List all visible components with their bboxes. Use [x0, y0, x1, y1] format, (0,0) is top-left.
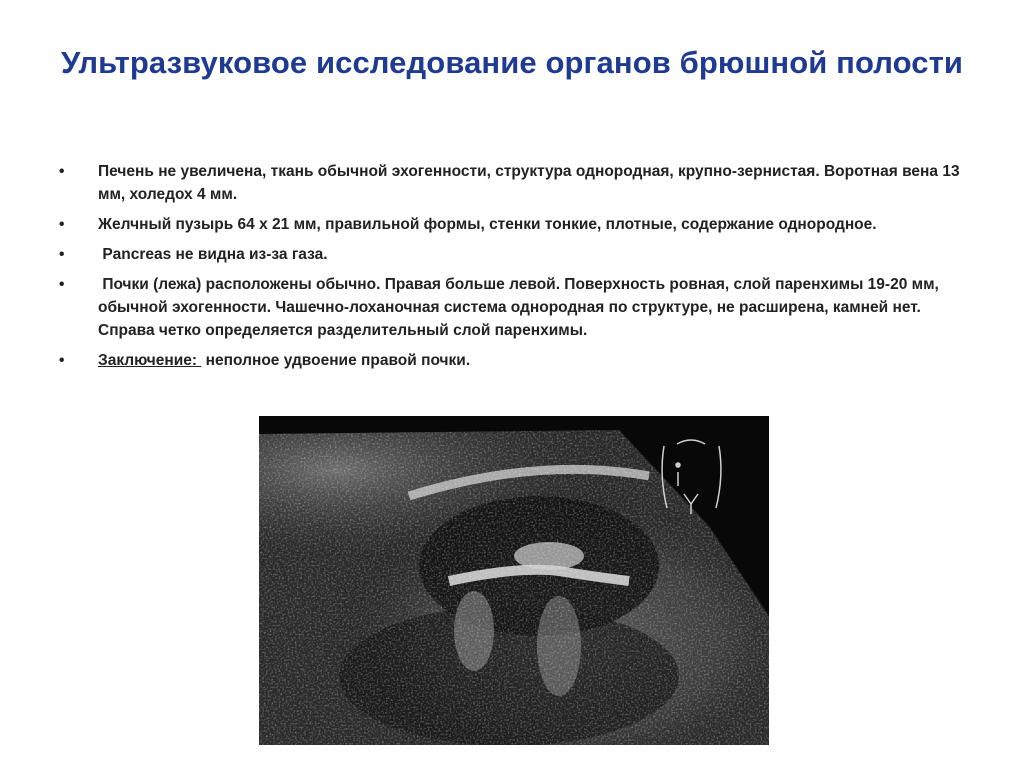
bullet-icon: • [59, 352, 65, 369]
list-item [52, 273, 972, 342]
ultrasound-scan [259, 416, 769, 745]
finding-gallbladder: Желчный пузырь 64 х 21 мм, правильной формы, стенки тонкие, плотные, содержание однородное. [98, 216, 877, 233]
bullet-icon: • [59, 246, 65, 263]
conclusion-text: неполное удвоение правой почки. [201, 352, 471, 369]
list-item [52, 243, 972, 266]
slide-title: Ультразвуковое исследование органов брюшной полости [60, 45, 964, 80]
bullet-icon: • [59, 276, 65, 293]
bullet-icon: • [59, 163, 65, 180]
ultrasound-image [259, 416, 769, 745]
list-item [52, 349, 972, 372]
finding-kidneys: Почки (лежа) расположены обычно. Правая больше левой. Поверхность ровная, слой паренхимы 19-20 мм, обычной эхогенности. Чашечно-лоханочная система однородная по структуре, не расширена, камней нет. Справа четко определяется разделительный слой паренхимы. [98, 276, 944, 339]
finding-pancreas: Pancreas не видна из-за газа. [98, 246, 328, 263]
conclusion-label: Заключение: [98, 352, 202, 369]
findings-list [52, 160, 972, 379]
bullet-icon: • [59, 216, 65, 233]
finding-liver: Печень не увеличена, ткань обычной эхогенности, структура однородная, крупно-зернистая. Воротная вена 13 мм, холедох 4 мм. [98, 163, 960, 203]
list-item [52, 213, 972, 236]
list-item [52, 160, 972, 206]
